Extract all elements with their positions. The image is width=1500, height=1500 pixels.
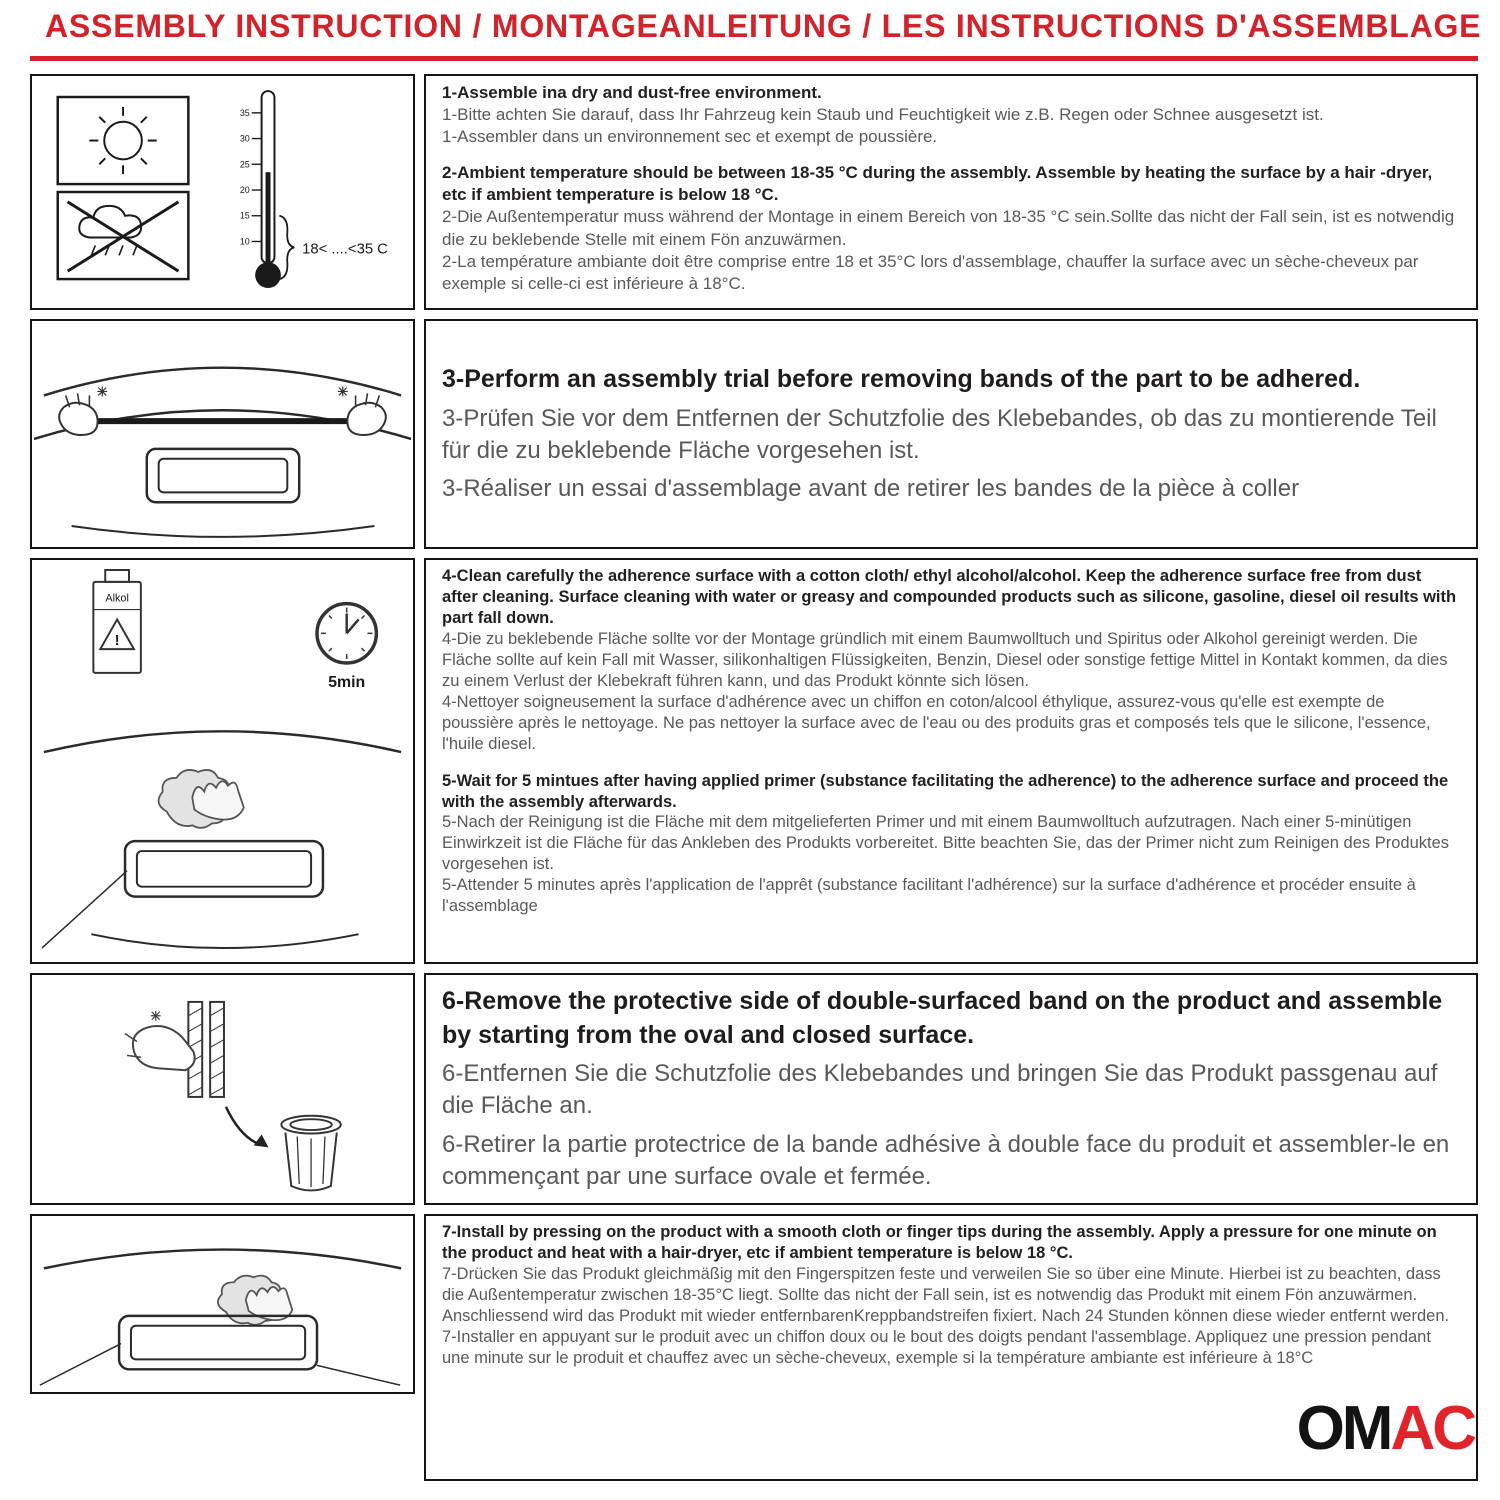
text-assembly-trial <box>424 319 1478 549</box>
step4-de: 4-Die zu beklebende Fläche sollte vor der Montage gründlich mit einem Baumwolltuch und Spiritus oder Alkohol gereinigt werden. Die Fläche sollte auf kein Fall mit Wasser, silikonhaltigen Flüssigkeiten, Benzin, Diesel oder sonstige fettige Mittel in Kontakt kommen, da dies zu einem Verlust der Klebekraft führen kann, und das Produkt könnte sich lösen. <box>442 629 1448 690</box>
plate-recess <box>125 841 323 896</box>
illustration-press-install <box>30 1214 415 1394</box>
step3-en: 3-Perform an assembly trial before removing bands of the part to be adhered. <box>442 365 1361 394</box>
title-underline <box>30 56 1478 61</box>
clock-icon <box>317 604 376 663</box>
step5-de: 5-Nach der Reinigung ist die Fläche mit dem mitgelieferten Primer und mit einem Baumwolltuch aufzutragen. Nach einer 5-minütigen Einwirkzeit ist die Fläche für das Ankleben des Produkts vorbereitet. Bitte beachten Sie, das der Primer nicht zum Reinigen des Produktes vorgesehen ist. <box>442 813 1450 874</box>
text-clean-surface <box>424 558 1478 964</box>
thermo-tick: 20 <box>239 184 250 195</box>
step3-de: 3-Prüfen Sie vor dem Entfernen der Schutzfolie des Klebebandes, ob das zu montierende Teil für die zu beklebende Fläche vorgesehen ist. <box>442 404 1437 464</box>
step3-fr: 3-Réaliser un essai d'assemblage avant de retirer les bandes de la pièce à coller <box>442 474 1300 502</box>
illustration-assembly-trial <box>30 319 415 549</box>
alcohol-label: Alkol <box>105 592 129 605</box>
text-environment <box>424 74 1478 310</box>
omac-logo-red: AC <box>1390 1394 1474 1463</box>
thermo-tick: 30 <box>239 133 250 144</box>
thermo-tick: 35 <box>239 107 250 118</box>
step4-en: 4-Clean carefully the adherence surface with a cotton cloth/ ethyl alcohol/alcohol. Keep the adherence surface free from dust after cleaning. Surface cleaning with water or greasy and compounded products such as silicone, gasoline, diesel oil results with part fall down. <box>442 567 1457 627</box>
adhesive-strips <box>188 1002 224 1097</box>
step7-en: 7-Install by pressing on the product with a smooth cloth or finger tips during the assembly. Apply a pressure for one minute on the product and heat with a hair-dryer, etc if ambient temperature is below 18 °C. <box>442 1223 1437 1262</box>
clock-label: 5min <box>328 673 366 691</box>
step2-en: 2-Ambient temperature should be between 18-35 °C during the assembly. Assemble by heating the surface by a hair -dryer, etc if ambient temperature is below 18 °C. <box>442 163 1433 205</box>
thermo-tick: 10 <box>239 236 250 247</box>
trash-can-icon <box>281 1116 340 1191</box>
section-press-install <box>30 1214 1478 1481</box>
omac-logo <box>1296 1394 1474 1463</box>
warning-glyph: ! <box>114 633 120 650</box>
step1-en: 1-Assemble ina dry and dust-free environment. <box>442 83 822 102</box>
illustration-environment <box>30 74 415 310</box>
plate-recess <box>147 449 299 502</box>
trial-graphic <box>32 321 413 547</box>
section-assembly-trial <box>30 319 1478 549</box>
temperature-range-label: 18< ....<35 C <box>302 241 388 258</box>
step5-en: 5-Wait for 5 mintues after having applied primer (substance facilitating the adherence) to the adherence surface and proceed the with the assembly afterwards. <box>442 771 1449 811</box>
section-environment <box>30 74 1478 310</box>
left-hand <box>59 386 107 434</box>
text-remove-band <box>424 973 1478 1205</box>
step7-fr: 7-Installer en appuyant sur le produit avec un chiffon doux ou le bout des doigts pendant l'assemblage. Appliquez une pression pendant une minute sur le produit et chauffez avec un sèche-cheveux, exemple si la température ambiante est inférieure à 18°C <box>442 1327 1431 1367</box>
page-title: ASSEMBLY INSTRUCTION / MONTAGEANLEITUNG / LES INSTRUCTIONS D'ASSEMBLAGE <box>45 8 1482 44</box>
environment-graphic <box>32 76 413 308</box>
step2-de: 2-Die Außentemperatur muss während der Montage in einem Bereich von 18-35 °C sein.Sollte das nicht der Fall sein, ist es notwendig die zu beklebende Stelle mit einem Fön anzuwärmen. <box>442 207 1455 249</box>
step6-en: 6-Remove the protective side of double-surfaced band on the product and assemble by starting from the oval and closed surface. <box>442 987 1443 1049</box>
no-rain-icon <box>68 202 179 271</box>
sun-icon <box>89 107 156 174</box>
thermo-tick: 15 <box>239 210 250 221</box>
step2-fr: 2-La température ambiante doit être comprise entre 18 et 35°C lors d'assemblage, chauffer la surface avec un sèche-cheveux par exemple si celle-ci est inférieure à 18°C. <box>442 251 1419 293</box>
plate-recess <box>119 1316 317 1369</box>
omac-logo-black: OM <box>1296 1394 1391 1463</box>
section-clean-surface <box>30 558 1478 964</box>
step6-fr: 6-Retirer la partie protectrice de la bande adhésive à double face du produit et assembler-le en commençant par une surface ovale et fermée. <box>442 1130 1450 1190</box>
wiping-hand <box>192 781 243 819</box>
step5-fr: 5-Attender 5 minutes après l'application de l'apprêt (substance facilitant l'adhérence) sur la surface d'adhérence et procéder ensuite à l'assemblage <box>442 876 1416 916</box>
arrow <box>226 1107 260 1145</box>
step6-de: 6-Entfernen Sie die Schutzfolie des Klebebandes und bringen Sie das Produkt passgenau auf die Fläche an. <box>442 1060 1438 1120</box>
step7-de: 7-Drücken Sie das Produkt gleichmäßig mit den Fingerspitzen feste und verweilen Sie so über eine Minute. Hierbei ist zu beachten, dass die Außentemperatur zwischen 18-35°C liegt. Sollte das nicht der Fall sein, ist es notwendig das Produkt mit einem Fön anzuwärmen. Anschliessend wird das Produkt mit wieder entfernbarenKreppbandstreifen fixiert. Nach 24 Stunden können diese wieder entfernt werden. <box>442 1264 1450 1325</box>
illustration-remove-band <box>30 973 415 1205</box>
clean-graphic <box>32 560 413 962</box>
press-graphic <box>32 1216 413 1392</box>
illustration-clean-surface <box>30 558 415 964</box>
remove-band-graphic <box>32 975 413 1203</box>
holding-hand <box>125 1011 195 1070</box>
step4-fr: 4-Nettoyer soigneusement la surface d'adhérence avec un chiffon en coton/alcool éthylique, assurez-vous qu'elle est exempte de poussière après le nettoyage. Ne pas nettoyer la surface avec de l'eau ou des produits gras et composés tels que le silicone, l'essence, l'huile diesel. <box>442 692 1431 753</box>
step1-de: 1-Bitte achten Sie darauf, dass Ihr Fahrzeug kein Staub und Feuchtigkeit wie z.B. Regen oder Schnee ausgesetzt ist. <box>442 105 1324 125</box>
step1-fr: 1-Assembler dans un environnement sec et exempt de poussière. <box>442 127 938 147</box>
thermo-tick: 25 <box>239 159 250 170</box>
instruction-rows <box>30 74 1478 1481</box>
right-hand <box>338 386 386 434</box>
thermometer-icon <box>240 91 388 288</box>
section-remove-band <box>30 973 1478 1205</box>
